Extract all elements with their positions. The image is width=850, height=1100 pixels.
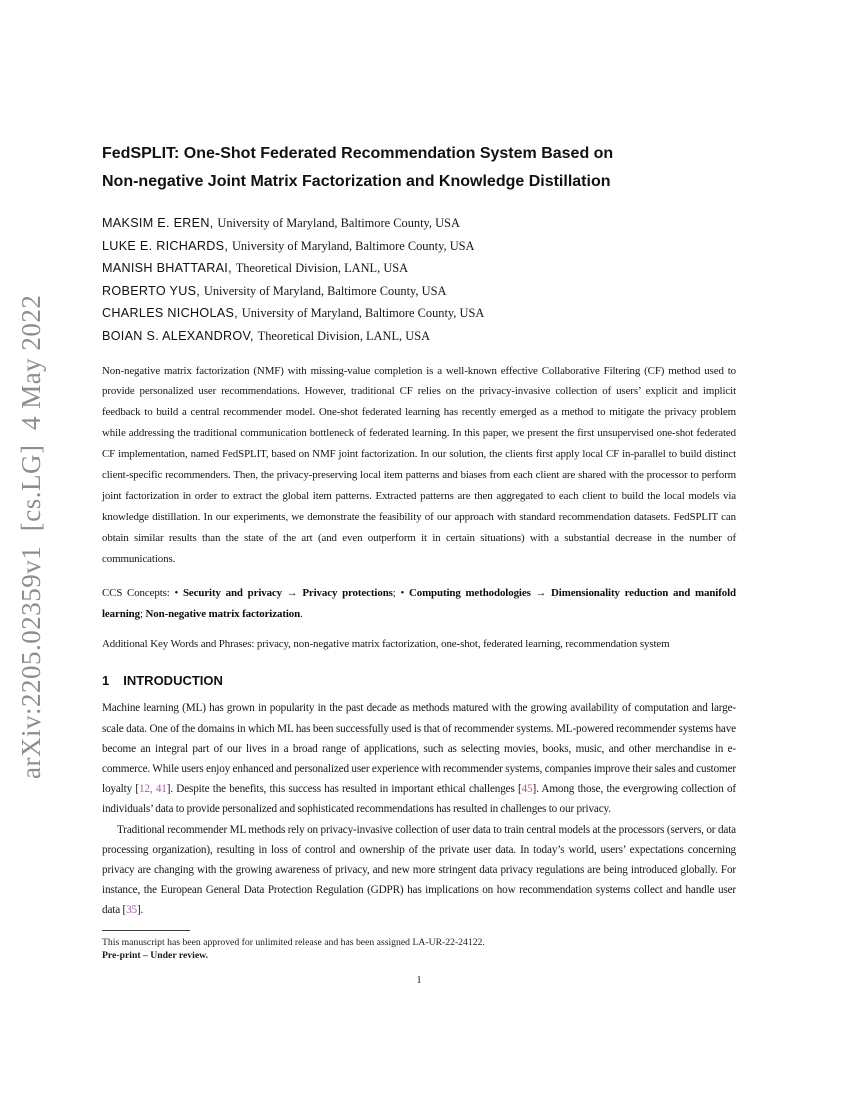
intro-paragraph-1: Machine learning (ML) has grown in popularity in the past decade as methods matured with the growing availability of computation and large-scale data. One of the domains in which ML has been successfully used is that of recommender systems. ML-powered recommender systems have become an integral part of our lives in a broad range of applications, such as selecting movies, books, music, and other merchandise in e-commerce. While users enjoy enhanced and personalized user experience with recommender systems, companies improve their sales and customer loyalty [12, 41]. Despite the benefits, this success has resulted in important ethical challenges [45]. Among those, the evergrowing collection of individuals’ data to provide personalized and sophisticated recommendations has resulted in challenges to our privacy. [102, 702, 736, 816]
section-heading [102, 673, 736, 688]
citation-link[interactable]: 12, 41 [138, 783, 167, 796]
intro-paragraph-2: Traditional recommender ML methods rely on privacy-invasive collection of user data to train central models at the processors (servers, or data processing organization), resulting in loss of control and ownership of the private user data. In today’s world, users’ expectations concerning privacy are changing with the growing awareness of privacy, and new more stringent data privacy regulations are being introduced globally. For instance, the European General Data Protection Regulation (GDPR) has implications on how recommendation systems collect and handle user data [35]. [102, 823, 736, 917]
section-title: INTRODUCTION [123, 673, 223, 689]
section-number: 1 [102, 673, 110, 689]
arxiv-stamp: arXiv:2205.02359v1 [cs.LG] 4 May 2022 [16, 294, 46, 779]
author-name: ROBERTO YUS , [102, 284, 204, 298]
ccs-concept-term: Security and privacy [182, 586, 283, 599]
author-name: BOIAN S. ALEXANDROV , [102, 329, 258, 343]
author-affiliation: University of Maryland, Baltimore County, USA [231, 238, 475, 253]
author-affiliation: University of Maryland, Baltimore County, USA [241, 306, 485, 321]
author-row [102, 280, 736, 303]
author-row [102, 325, 736, 348]
author-row [102, 235, 736, 258]
author-affiliation: University of Maryland, Baltimore County, USA [217, 216, 460, 230]
author-name: MAKSIM E. EREN , [102, 216, 217, 230]
citation-link[interactable]: 35 [126, 904, 137, 917]
ccs-concept-term: Non-negative matrix factorization [145, 607, 301, 620]
ccs-concept-term: Dimensionality reduction and manifold learning [102, 586, 736, 620]
preprint-note: Pre-print – Under review. [102, 949, 209, 961]
authors-block [102, 212, 736, 348]
author-name: MANISH BHATTARAI , [102, 261, 236, 275]
footnote [102, 930, 736, 962]
author-affiliation: Theoretical Division, LANL, USA [235, 261, 409, 276]
author-row [102, 257, 736, 280]
ccs-concept-term: Computing methodologies [408, 586, 531, 599]
abstract-text: Non-negative matrix factorization (NMF) with missing-value completion is a well-known effective Collaborative Filtering (CF) method used to provide personalized user recommendations. However, traditional CF relies on the privacy-invasive collection of users’ explicit and implicit feedback to build a central recommender model. One-shot federated learning has recently emerged as a method to mitigate the privacy problem while addressing the traditional communication bottleneck of federated learning. In this paper, we present the first unsupervised one-shot federated CF implementation, named FedSPLIT, based on NMF joint factorization. In our solution, the clients first apply local CF in-parallel to build distinct client-specific recommenders. Then, the privacy-preserving local item patterns and biases from each client are shared with the processor to perform joint factorization in order to extract the global item patterns. Extracted patterns are then aggregated to each client to build the local models via knowledge distillation. In our experiments, we demonstrate the feasibility of our approach with standard recommendation datasets. FedSPLIT can obtain similar results than the state of the art (and even outperform it in certain situations) with a substantial decrease in the number of communications. [102, 364, 736, 565]
author-row [102, 212, 736, 235]
citation-link[interactable]: 45 [521, 783, 533, 796]
author-row [102, 302, 736, 325]
author-affiliation: Theoretical Division, LANL, USA [257, 328, 431, 343]
author-name: CHARLES NICHOLAS , [102, 306, 242, 320]
ccs-concepts: CCS Concepts: • Security and privacy → Privacy protections; • Computing methodologies → Dimensionality reduction and manifold learning; Non-negative matrix factorization. [102, 586, 736, 620]
author-affiliation: University of Maryland, Baltimore County, USA [203, 283, 447, 298]
paper-title: FedSPLIT: One-Shot Federated Recommendation System Based on Non-negative Joint Matrix Factorization and Knowledge Distillation [102, 145, 614, 190]
ccs-concept-term: Privacy protections [302, 586, 393, 599]
footnote-rule [102, 930, 190, 931]
keywords: Additional Key Words and Phrases: privacy, non-negative matrix factorization, one-shot, federated learning, recommendation system [102, 638, 670, 651]
author-name: LUKE E. RICHARDS , [102, 239, 232, 253]
paper-content [102, 140, 736, 986]
footnote-text: This manuscript has been approved for unlimited release and has been assigned LA-UR-22-24122. [102, 936, 485, 948]
page-number: 1 [416, 974, 422, 986]
